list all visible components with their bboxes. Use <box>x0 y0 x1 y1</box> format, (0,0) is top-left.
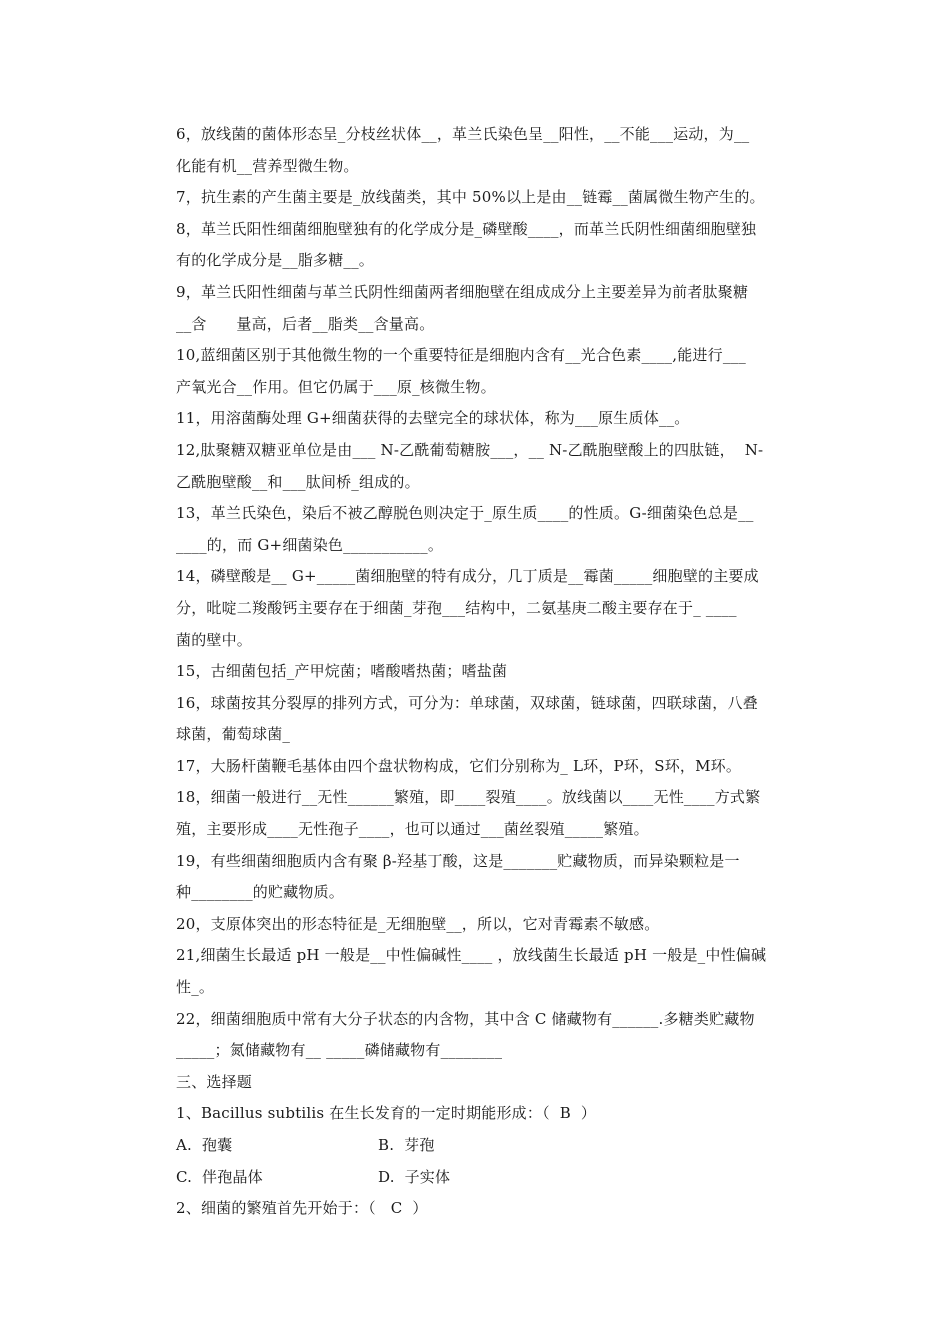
text-line: 22，细菌细胞质中常有大分子状态的内含物，其中含 C 储藏物有______.多糖类贮藏物 <box>176 1009 755 1028</box>
text-line: 10,蓝细菌区别于其他微生物的一个重要特征是细胞内含有__光合色素____,能进行___ <box>176 346 746 365</box>
text-line: 6，放线菌的菌体形态呈_分枝丝状体__，革兰氏染色呈__阳性，__不能___运动，为__ <box>176 125 750 143</box>
section-heading: 三、选择题 <box>176 1072 253 1091</box>
text-line: 殖，主要形成____无性孢子____，也可以通过___菌丝裂殖_____繁殖。 <box>176 820 649 839</box>
text-line: 球菌，葡萄球菌_ <box>176 725 291 744</box>
text-line: 11，用溶菌酶处理 G+细菌获得的去壁完全的球状体，称为___原生质体__。 <box>176 409 690 428</box>
question-line: 1、Bacillus subtilis 在生长发育的一定时期能形成：（ B ） <box>176 1104 597 1123</box>
text-line: 产氧光合__作用。但它仍属于___原_核微生物。 <box>176 377 496 396</box>
text-line: 12,肽聚糖双糖亚单位是由___ N-乙酰葡萄糖胺___，__ N-乙酰胞壁酸上的四肽链， N- <box>176 440 764 459</box>
text-line: 18，细菌一般进行__无性______繁殖，即____裂殖____。放线菌以____无性____方式繁 <box>176 788 761 807</box>
text-line: 9，革兰氏阳性细菌与革兰氏阴性细菌两者细胞壁在组成成分上主要差异为前者肽聚糖 <box>176 282 749 301</box>
option-row <box>176 1162 816 1194</box>
option-b: B. 芽孢 <box>378 1136 435 1154</box>
question-line: 2、细菌的繁殖首先开始于：（ C ） <box>176 1199 428 1218</box>
text-line: 乙酰胞壁酸__和___肽间桥_组成的。 <box>176 472 420 491</box>
text-line: 种________的贮藏物质。 <box>176 883 345 902</box>
text-line: 16，球菌按其分裂厚的排列方式，可分为：单球菌，双球菌，链球菌，四联球菌，八叠 <box>176 693 758 712</box>
text-line: 17，大肠杆菌鞭毛基体由四个盘状物构成，它们分别称为_ L环，P环，S环，M环。 <box>176 756 742 775</box>
text-line: 菌的壁中。 <box>176 630 253 649</box>
text-line: 15，古细菌包括_产甲烷菌；嗜酸嗜热菌；嗜盐菌 <box>176 662 508 681</box>
document-page <box>176 119 816 1225</box>
option-a: A. 孢囊 <box>176 1136 233 1154</box>
option-d: D. 子实体 <box>378 1167 451 1186</box>
option-row <box>176 1130 816 1162</box>
text-line: 20，支原体突出的形态特征是_无细胞壁__，所以，它对青霉素不敏感。 <box>176 914 660 933</box>
text-line: ____的，而 G+细菌染色___________。 <box>176 535 444 554</box>
text-line: 14，磷壁酸是__ G+_____菌细胞壁的特有成分，几丁质是__霉菌_____细胞壁的主要成 <box>176 567 759 586</box>
text-line: __含 量高，后者__脂类__含量高。 <box>176 314 435 333</box>
text-line: _____；氮储藏物有__ _____磷储藏物有________ <box>176 1041 503 1060</box>
text-line: 性_。 <box>176 978 215 997</box>
text-line: 13，革兰氏染色，染后不被乙醇脱色则决定于_原生质____的性质。G-细菌染色总是__ <box>176 504 754 523</box>
text-line: 21,细菌生长最适 pH 一般是__中性偏碱性____ ，放线菌生长最适 pH 一般是_中性偏碱 <box>176 946 767 965</box>
text-line: 19，有些细菌细胞质内含有聚 β-羟基丁酸，这是_______贮藏物质，而异染颗粒是一 <box>176 851 740 870</box>
text-line: 8，革兰氏阳性细菌细胞壁独有的化学成分是_磷壁酸____，而革兰氏阴性细菌细胞壁独 <box>176 219 757 238</box>
text-line: 分，吡啶二羧酸钙主要存在于细菌_芽孢___结构中，二氨基庚二酸主要存在于_ ____ <box>176 598 737 617</box>
text-line: 7，抗生素的产生菌主要是_放线菌类，其中 50%以上是由__链霉__菌属微生物产生的。 <box>176 188 765 207</box>
option-c: C. 伴孢晶体 <box>176 1167 263 1186</box>
text-line: 化能有机__营养型微生物。 <box>176 156 359 175</box>
text-line: 有的化学成分是__脂多糖__。 <box>176 251 375 270</box>
